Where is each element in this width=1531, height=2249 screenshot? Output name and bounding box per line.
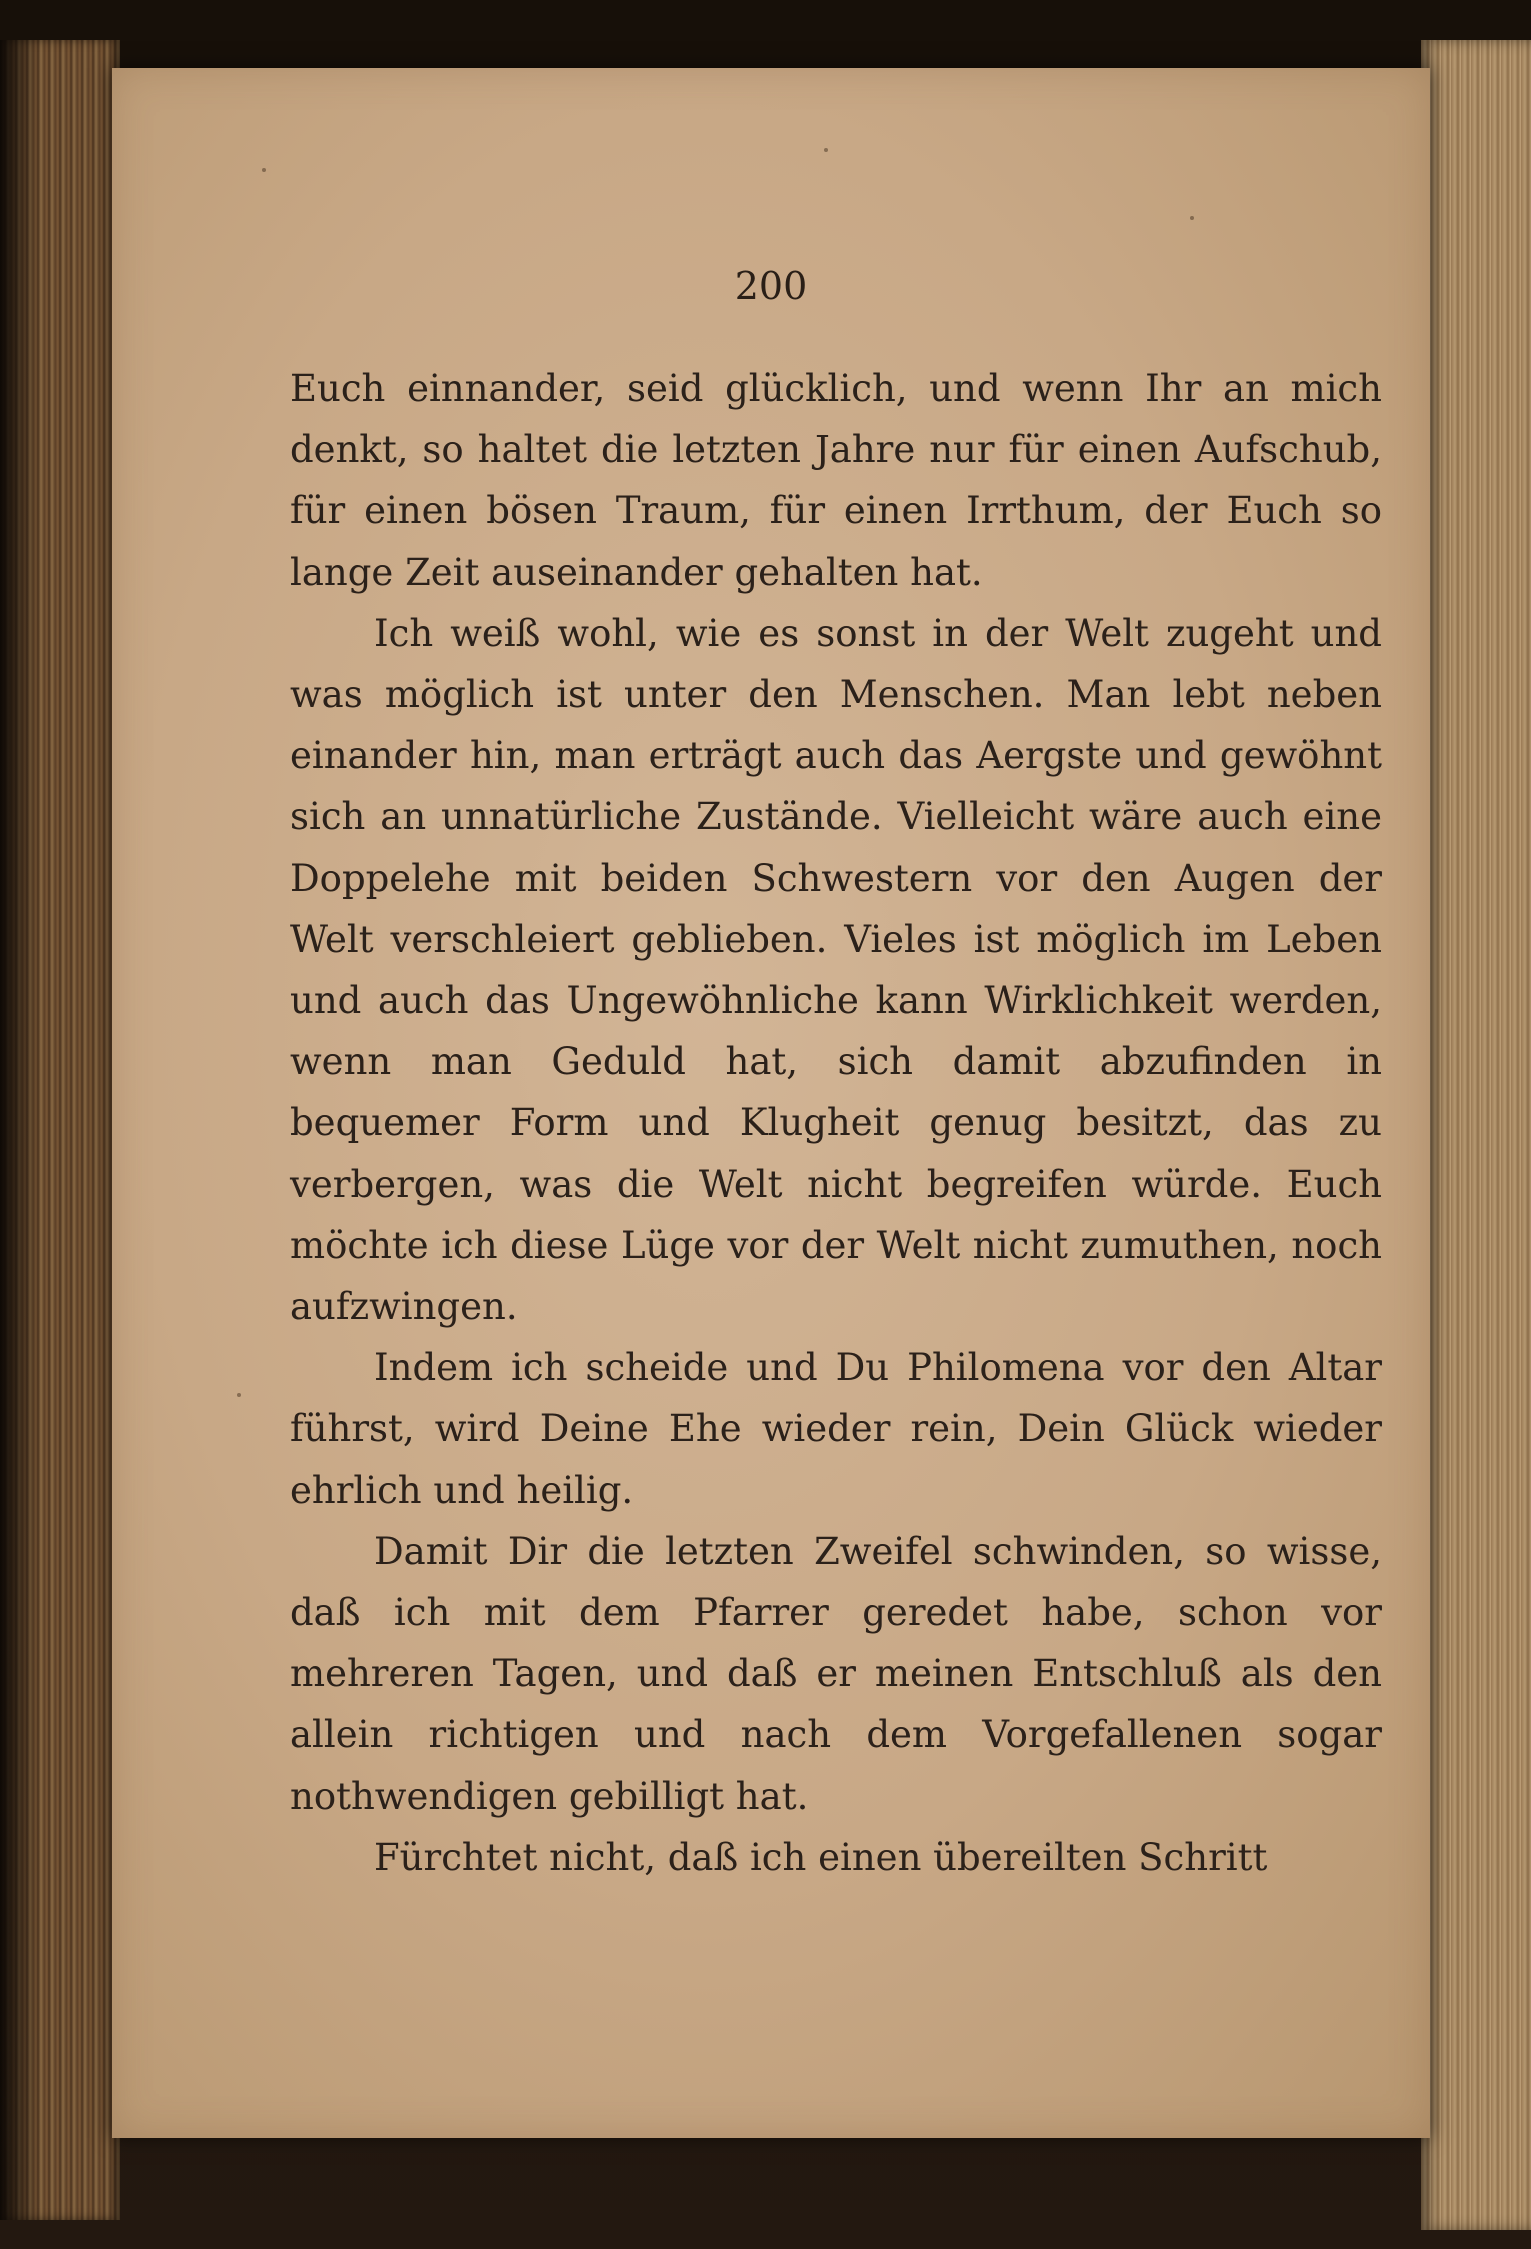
page-number: 200 [734, 264, 808, 308]
paragraph-2: Ich weiß wohl, wie es sonst in der Welt zugeht und was möglich ist unter den Menschen. Man lebt neben einander hin, man erträgt auch das Aergste und gewöhnt sich an unnatürliche Zustände. Vielleicht wäre auch eine Doppelehe mit beiden Schwestern vor den Augen der Welt verschleiert geblieben. Vieles ist möglich im Leben und auch das Ungewöhnliche kann Wirklichkeit werden, wenn man Geduld hat, sich damit abzufinden in bequemer Form und Klugheit genug besitzt, das zu verbergen, was die Welt nicht begreifen würde. Euch möchte ich diese Lüge vor der Welt nicht zumuthen, noch aufzwingen. [290, 611, 1382, 1329]
paper-speck [262, 168, 266, 172]
book-page [112, 68, 1430, 2138]
paragraph-5: Fürchtet nicht, daß ich einen übereilten Schritt [374, 1835, 1268, 1879]
paper-speck [824, 148, 828, 152]
paragraph-1: Euch einnander, seid glücklich, und wenn Ihr an mich denkt, so haltet die letzten Jahre nur für einen Aufschub, für einen bösen Traum, für einen Irrthum, der Euch so lange Zeit auseinander gehalten hat. [290, 367, 1382, 594]
body-text [290, 358, 1382, 1888]
paragraph-3: Indem ich scheide und Du Philomena vor den Altar führst, wird Deine Ehe wieder rein, Dein Glück wieder ehrlich und heilig. [290, 1346, 1382, 1512]
paper-speck [237, 1393, 241, 1397]
paragraph-4: Damit Dir die letzten Zweifel schwinden, so wisse, daß ich mit dem Pfarrer geredet habe, schon vor mehreren Tagen, und daß er meinen Entschluß als den allein richtigen und nach dem Vorgefallenen sogar nothwendigen gebilligt hat. [290, 1529, 1382, 1818]
paper-speck [1190, 216, 1194, 220]
right-page-edges [1421, 40, 1531, 2230]
left-page-edges [0, 40, 120, 2220]
